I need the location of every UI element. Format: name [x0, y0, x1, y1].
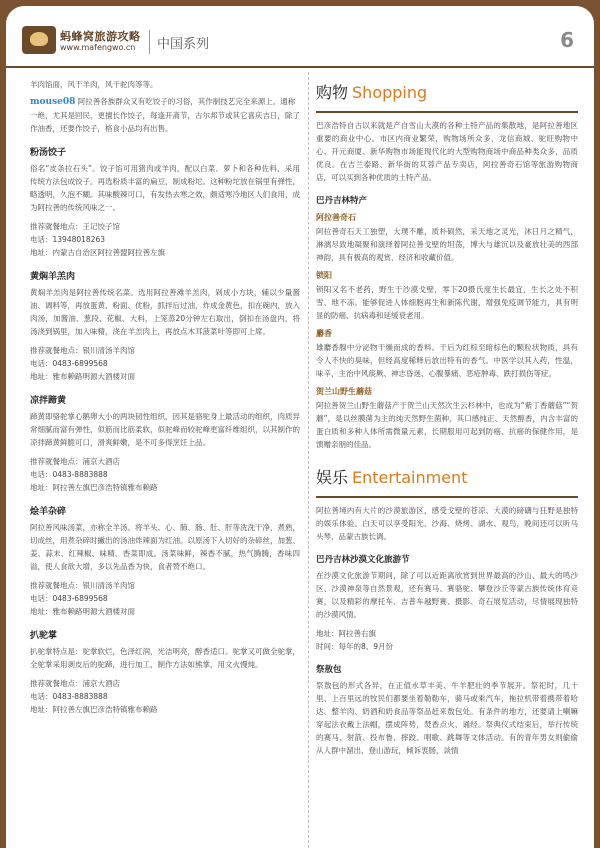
- dish-address: 地址：雅布赖路明源大酒楼对面: [30, 607, 135, 616]
- right-column: [316, 78, 578, 757]
- author-text: 阿拉善各族群众又有吃饺子的习俗，其作制技艺完全来源上。通称一绝，尤其是回民，更擅长作饺子，每逢开斋节，古尔邦节或其它喜庆吉日，除了作油香，还要作饺子，格食小品均有出售。: [30, 97, 300, 133]
- dish-address: 地址：内蒙古自治区阿拉善盟阿拉善左旗: [30, 248, 165, 257]
- shopping-title-en: Shopping: [352, 83, 428, 102]
- aobao-title: 祭敖包: [316, 665, 342, 675]
- header-divider: [149, 30, 150, 54]
- author-note: [30, 95, 300, 135]
- specialty-body: 锁阳又名不老药，野生于沙漠戈壁，零下20摄氏度生长最宜，生长之处不积雪、地不冻。能够促进人体细胞再生和新陈代谢，增强免疫调节能力，具有明显的防癌、抗病毒和延缓衰老用。: [316, 285, 578, 320]
- specialty-subheading: 巴丹吉林特产: [316, 196, 368, 206]
- specialty-body: 阿拉善奇石天工独塑，大璞不雕，质朴硕然，采天地之灵光，沐日月之精气，淋漓尽致地凝聚和演绎着阿拉善戈壁的坦荡，博大与雄沉以及豪放壮美的西部神韵，具有极高的观赏、经济和收藏价值。: [316, 227, 578, 262]
- dish-address: 地址：阿拉善左旗巴彦浩特镇雅布赖路: [30, 483, 158, 492]
- dish-restaurant: 推荐就餐地点：王记饺子馆: [30, 222, 120, 231]
- festival-title: 巴丹吉林沙漠文化旅游节: [316, 555, 410, 565]
- dish-address: 地址：阿拉善左旗巴彦浩特镇雅布赖路: [30, 705, 158, 714]
- specialty-body: 雄麝香腺中分泌物干燥而成的香料。干后为红棕至暗棕色的颗粒状物质，具有令人不快的臭味，但经高度稀释后放出特有的香气。中医学以其入药，性温，味辛，主治中风痰厥、神志昏迷、心腹暴痛、恶疮肿毒、跌打损伤等症。: [316, 343, 578, 378]
- shopping-title-cn: 购物: [316, 83, 349, 102]
- series-title: 中国系列: [157, 37, 210, 52]
- aobao-body: 祭敖包的形式各异，在正值水草丰美、牛羊肥壮的季节展开。祭祀时，几十里、上百里远的牧民们都要坐着勒勒车，骑马或乘汽车，拖拉机带着携带着哈达、整羊肉、奶酒和奶食品等祭品赶来敖包处。有条件的地方，还要请上喇嘛穿起法衣戴上法帽，摆成阵势，焚香点火、诵经。祭典仪式结束后，举行传统的赛马、射箭、投布鲁、摔跤、唱歌、跳舞等文体活动。有的青年男女则偷偷从人群中溜出，登山游玩，倾诉衷肠，谈情: [316, 681, 578, 755]
- logo-url: www.mafengwo.cn: [60, 43, 136, 52]
- dish-body: 扒驼掌特点是：驼掌软烂，色泽红润，光洁明亮，醇香适口。驼掌又可做全驼掌，全驼掌采用剥皮后的驼蹄，进行加工，制作方法如熊掌，用文火慢炖。: [30, 647, 300, 669]
- specialty-item: [316, 328, 578, 380]
- dish-block: [30, 504, 300, 618]
- dish-info: [30, 677, 300, 716]
- dish-body: 蹄黄即骆驼掌心鹅卵大小的两块韧性组织，因其是骆驼身上最活动的组织，肉质异常细腻而富有弹性，似筋而比筋柔软，似驼峰而较驼峰更富纤维组织，以其制作的凉拌蹄黄鲜脆可口，滑爽鲜嫩，是不可多得烹饪上品。: [30, 412, 300, 447]
- shopping-intro: 巴彦浩特自古以来就是产自雪山大漠的各种土特产品的集散地，是阿拉善地区重要的商业中心。市区内商业繁荣，购物场所众多，龙信商城、驼旺购物中心、开元商厦、新华购物市场能现代化的大型购物商场中商品种类众多，品质优良。在吉兰泰路、新华街的苁蓉产品专卖店，阿拉善奇石馆等旅游购物商店，可以买到各种优质的土特产品。: [316, 121, 578, 182]
- specialty-item: [316, 270, 578, 322]
- dish-phone: 电话：0483-6899568: [30, 359, 108, 368]
- logo-text: 蚂蜂窝旅游攻略: [60, 30, 141, 43]
- dish-body: 俗名“皮条拉石头”。饺子馅可用猪肉或羊肉，配以白菜、萝卜和各种佐料，采用传统方法包成饺子。再选粉质丰富的扁豆，制成粉坨。这种粉坨放在锅里有弹性，略透明，久泡不糊。其味酸辣可口，有发热去寒之效，颇适寒冷地区人们食用，成为阿拉善的传统风味之一。: [30, 164, 300, 212]
- author-name[interactable]: mouse08: [30, 97, 76, 107]
- page: [6, 6, 594, 848]
- section-rule: [316, 111, 578, 113]
- dish-title: 凉拌蹄黄: [30, 396, 67, 406]
- dish-body: 阿拉善风味汤菜，亦称全羊汤。将羊头、心、肺、肠、肚、肝等洗洗干净，煮熟，切成丝，用煮杂碎时撇出的汤油炸辣面为红油。以原汤下入切好的杂碎丝，加葱、姜、蒜末、红辣椒、味精、香菜即成。汤菜味鲜，辣香不腻，热气腾腾，香味四溢，使人食欲大增，多以先品香为快，食者赞不绝口。: [30, 523, 300, 571]
- dish-title: 扒驼掌: [30, 631, 58, 641]
- dish-address: 地址：雅布赖路明源大酒楼对面: [30, 372, 135, 381]
- festival-time: 时间：每年的8、9月份: [316, 642, 394, 651]
- specialty-title: 麝香: [316, 329, 332, 338]
- dish-phone: 电话：0483-6899568: [30, 594, 108, 603]
- dish-title: 烩羊杂碎: [30, 507, 67, 517]
- dish-info: [30, 579, 300, 618]
- specialty-item: [316, 386, 578, 451]
- left-column: [30, 78, 300, 716]
- page-header: [6, 6, 594, 68]
- entertainment-title-en: Entertainment: [352, 468, 468, 487]
- festival-body: 在沙漠文化旅游节期间，除了可以近距离欣赏到世界最高的沙山、最大的鸣沙区、沙漠神泉等自然景观，还有赛马、赛骆驼、攀登沙丘等蒙古族传统体育竞赛，以及精彩的摩托车、吉普车越野赛、摄影、奇石展览活动，尽情展现独特的沙漠风情。: [316, 571, 578, 619]
- dish-restaurant: 推荐就餐地点：浦京大酒店: [30, 457, 120, 466]
- logo-icon: [22, 26, 56, 54]
- dish-title: 黄焖羊羔肉: [30, 272, 76, 282]
- dish-block: [30, 628, 300, 716]
- intro-handwritten: 羊肉馅面，风干羊肉，风干驼肉等等。: [30, 80, 158, 89]
- dish-info: [30, 344, 300, 383]
- dish-phone: 电话：0483-8883888: [30, 470, 108, 479]
- dish-restaurant: 推荐就餐地点：银川清汤羊肉馆: [30, 346, 135, 355]
- festival-info: [316, 627, 578, 653]
- dish-restaurant: 推荐就餐地点：浦京大酒店: [30, 679, 120, 688]
- festival-address: 地址：阿拉善右旗: [316, 629, 376, 638]
- entertainment-title-cn: 娱乐: [316, 468, 349, 487]
- specialty-item: [316, 212, 578, 264]
- dish-info: [30, 220, 300, 259]
- specialty-title: 锁阳: [316, 271, 332, 280]
- dish-info: [30, 455, 300, 494]
- dish-phone: 电话：0483-8883888: [30, 692, 108, 701]
- dish-title: 粉汤饺子: [30, 148, 67, 158]
- page-number: 6: [560, 28, 574, 52]
- entertainment-intro: 阿拉善境内有大片的沙漠旅游区，感受戈壁的苍凉、大漠的磅礴与狂野是独特的娱乐体验。白天可以享受阳光、沙海、烧烤、湖水、观鸟，晚间还可以听马头琴，品蒙古族长调。: [316, 506, 578, 541]
- section-rule: [316, 496, 578, 498]
- dish-block: [30, 145, 300, 259]
- column-divider: [308, 72, 309, 848]
- dish-restaurant: 推荐就餐地点：银川清汤羊肉馆: [30, 581, 135, 590]
- specialty-body: 阿拉善贺兰山野生蘑菇产于贺兰山天然次生云杉林中，也成为“紫丁香蘑菇”“贺蘑”，是以丝膜菌为主的纯天然野生菌种，其口感纯正、天然醇香，内含丰富的蛋白质和多种人体所需微量元素，长期服用可起到防癌、抗癌的保健作用，是馈赠亲朋的佳品。: [316, 401, 578, 449]
- dish-block: [30, 269, 300, 383]
- dish-block: [30, 393, 300, 494]
- specialty-title: 贺兰山野生蘑菇: [316, 387, 372, 396]
- dish-phone: 电话：13948018263: [30, 235, 105, 244]
- header-rule: [6, 66, 594, 68]
- entertainment-heading: [316, 465, 578, 493]
- shopping-heading: [316, 80, 578, 108]
- dish-body: 黄焖羊羔肉是阿拉善传统名菜。选用阿拉善滩羊羔肉，剁成小方块，辅以少量酱油、调料等，再放蛋黄、粉面、优粉，抓拌后过油，炸成金黄色，扣在碗内，放入肉汤，加酱油、葱段、花椒、大料，上笼蒸20分钟左右取出，倒扣在汤盘内，将汤浇到锅里，加入味精，浇在羊羔肉上，再放点木耳菠菜叶等即可上席。: [30, 288, 300, 336]
- specialty-title: 阿拉善奇石: [316, 213, 356, 222]
